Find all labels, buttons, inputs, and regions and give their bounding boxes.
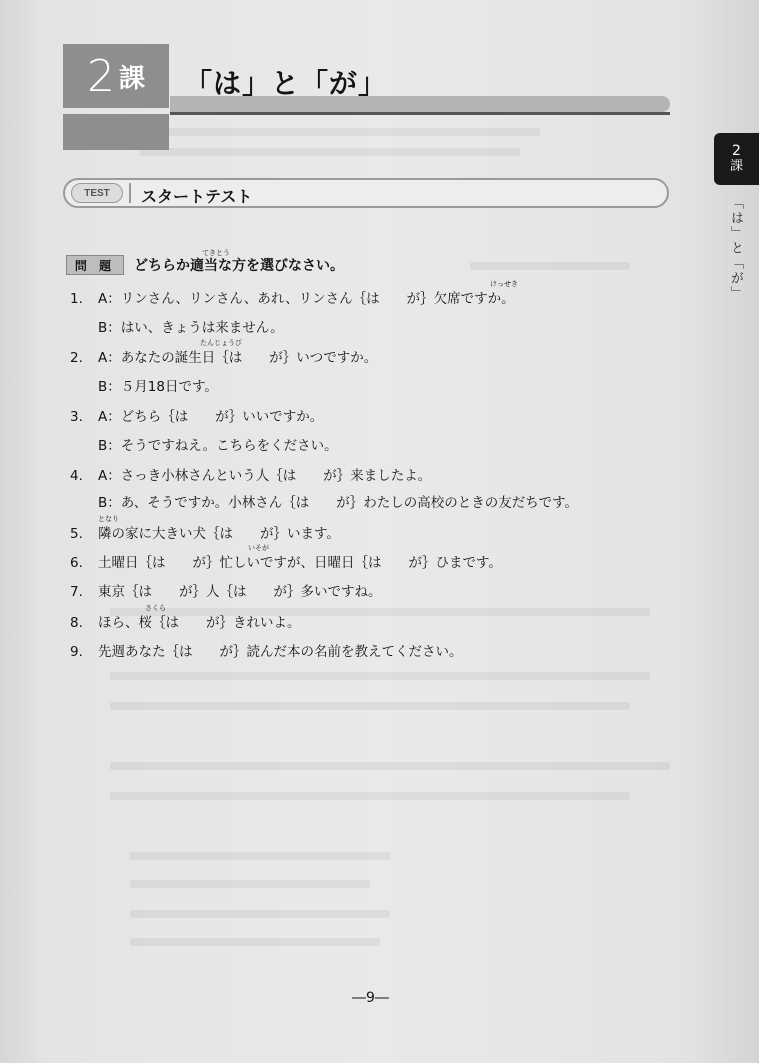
exercise-4-b: B：あ、そうですか。小林さん｛は が｝わたしの高校のときの友だちです。 [98, 495, 579, 511]
side-tab-number: 2 [732, 143, 741, 159]
test-title: スタートテスト [141, 187, 253, 206]
exercise-1-a [70, 287, 515, 307]
show-through [110, 762, 670, 770]
exercise-number: 6. [70, 555, 83, 571]
show-through [130, 938, 380, 946]
exercise-5 [70, 522, 340, 542]
show-through [470, 262, 630, 270]
instruction-ruby: てきとう [202, 249, 230, 257]
lesson-title: 「は」と「が」 [184, 67, 388, 100]
show-through [130, 880, 370, 888]
show-through [140, 148, 520, 156]
exercise-8-ruby: さくら [145, 604, 166, 612]
exercise-3-b: B：そうですねえ。こちらをください。 [98, 438, 338, 454]
show-through [130, 852, 390, 860]
exercise-3-a [70, 405, 323, 425]
show-through [130, 910, 390, 918]
test-separator [129, 183, 131, 203]
lesson-number: 2 [86, 50, 115, 102]
exercise-text: 土曜日｛は が｝忙しいですが、日曜日｛は が｝ひまです。 [98, 555, 502, 571]
exercise-6-ruby: いそが [248, 544, 269, 552]
exercise-9 [70, 640, 463, 660]
exercise-1-b: B：はい、きょうは来ません。 [98, 320, 284, 336]
instruction [66, 255, 344, 275]
exercise-text: 先週あなた｛は が｝読んだ本の名前を教えてください。 [98, 644, 463, 660]
exercise-text: A：さっき小林さんという人｛は が｝来ましたよ。 [98, 468, 432, 484]
exercise-text: A：どちら｛は が｝いいですか。 [98, 409, 324, 425]
exercise-text: A：リンさん、リンさん、あれ、リンさん｛は が｝欠席ですか。 [98, 291, 515, 307]
exercise-text: A：あなたの誕生日｛は が｝いつですか。 [98, 350, 378, 366]
lesson-kanji: 課 [118, 63, 145, 94]
side-tab-kanji: 課 [729, 159, 743, 174]
side-tab-label: 「は」と「が」 [728, 196, 743, 301]
exercise-2-a [70, 346, 377, 366]
test-badge: TEST [71, 183, 123, 203]
show-through [110, 792, 630, 800]
side-tab [714, 133, 759, 185]
exercise-number: 9. [70, 644, 83, 660]
lesson-number-box [63, 44, 169, 108]
lesson-box-lower [63, 114, 169, 150]
exercise-8 [70, 611, 301, 631]
exercise-text: 隣の家に大きい犬｛は が｝います。 [98, 526, 340, 542]
question-badge: 問 題 [66, 255, 124, 275]
exercise-2-ruby: たんじょうび [200, 339, 242, 347]
show-through [110, 672, 650, 680]
start-test-bar [63, 178, 669, 208]
exercise-number: 1. [70, 291, 83, 307]
exercise-2-b: B：５月18日です。 [98, 379, 218, 395]
exercise-6 [70, 551, 502, 571]
instruction-text: どちらか適当な方を選びなさい。 [134, 258, 344, 274]
exercise-number: 2. [70, 350, 83, 366]
exercise-1-ruby: けっせき [490, 280, 518, 288]
exercise-number: 8. [70, 615, 83, 631]
show-through [110, 702, 630, 710]
exercise-text: ほら、桜｛は が｝きれいよ。 [98, 615, 301, 631]
exercise-7 [70, 580, 382, 600]
show-through [120, 128, 540, 136]
exercise-number: 7. [70, 584, 83, 600]
exercise-text: 東京｛は が｝人｛は が｝多いですね。 [98, 584, 382, 600]
page-number: ―9― [352, 990, 389, 1006]
exercise-number: 5. [70, 526, 83, 542]
title-underline [170, 112, 670, 115]
exercise-5-ruby: となり [98, 515, 119, 523]
exercise-number: 4. [70, 468, 83, 484]
exercise-4-a [70, 464, 431, 484]
exercise-number: 3. [70, 409, 83, 425]
